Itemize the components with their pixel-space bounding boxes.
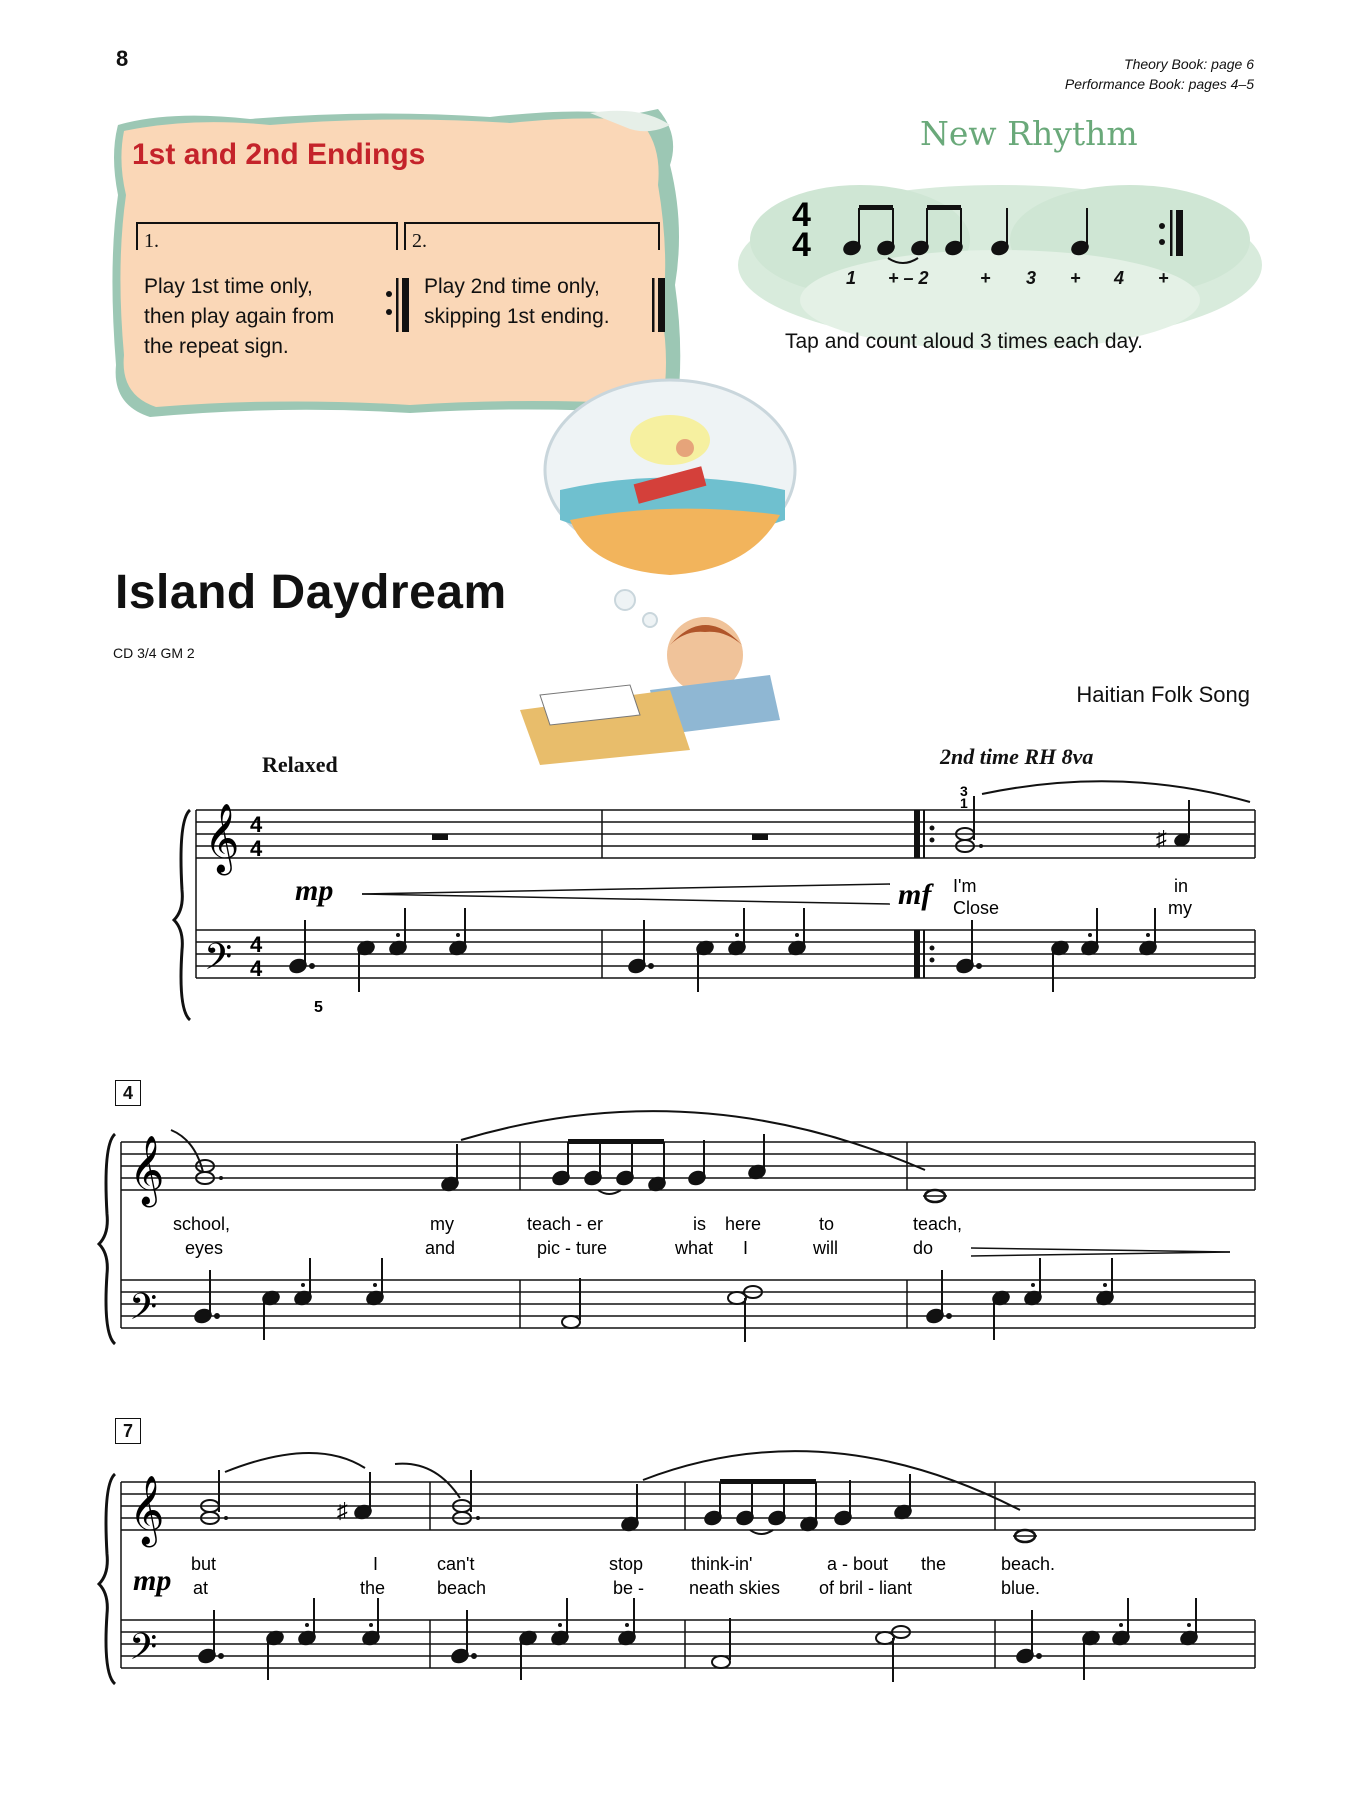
endings-title: 1st and 2nd Endings: [132, 138, 426, 171]
svg-text:𝄢: 𝄢: [204, 937, 233, 986]
count-1: 1: [846, 268, 857, 288]
lyric-i-2: I: [373, 1554, 379, 1574]
cd-track-info: CD 3/4 GM 2: [113, 645, 195, 661]
system-2: [95, 1100, 1260, 1350]
dynamic-mp: mp: [295, 874, 334, 907]
measure-number-4: 4: [115, 1080, 141, 1106]
fingering-3: 3: [960, 783, 968, 799]
svg-text:𝄞: 𝄞: [204, 804, 240, 871]
lyric-about: a - bout: [827, 1554, 889, 1574]
theory-book-reference: Theory Book: page 6: [1124, 56, 1254, 72]
lyric-be: be -: [613, 1578, 645, 1598]
fingering-5: 5: [314, 999, 323, 1016]
second-ending-line-2: skipping 1st ending.: [424, 305, 610, 328]
composer: Haitian Folk Song: [1076, 682, 1250, 707]
second-ending-description: [424, 272, 610, 332]
lyric-is: is: [693, 1214, 706, 1234]
first-ending-bracket: [136, 222, 398, 250]
svg-text:4: 4: [250, 932, 263, 957]
lyric-im: I'm: [953, 876, 977, 896]
tempo-marking: Relaxed: [262, 752, 338, 777]
lyric-teach: teach,: [913, 1214, 963, 1234]
rhythm-notation: [780, 196, 1210, 266]
performance-book-reference: Performance Book: pages 4–5: [1064, 76, 1254, 92]
count-4: 4: [1114, 268, 1125, 288]
first-ending-line-2: then play again from: [144, 305, 335, 328]
first-ending-line-1: Play 1st time only,: [144, 275, 313, 298]
svg-text:♯: ♯: [337, 1498, 348, 1523]
dynamic-mp-2: mp: [133, 1564, 172, 1597]
lyric-stop: stop: [609, 1554, 644, 1574]
lyric-beach: beach.: [1001, 1554, 1056, 1574]
lyric-my-2: my: [430, 1214, 454, 1234]
lyric-eyes: eyes: [185, 1238, 224, 1258]
svg-text:𝄞: 𝄞: [129, 1476, 165, 1543]
second-ending-bracket: [404, 222, 660, 250]
second-ending-label: 2.: [412, 230, 427, 252]
new-rhythm-title: New Rhythm: [920, 114, 1138, 153]
first-ending-description: [144, 272, 334, 362]
rhythm-cloud: [730, 160, 1270, 390]
lyric-neath-skies: neath skies: [689, 1578, 781, 1598]
lyric-but: but: [191, 1554, 217, 1574]
svg-text:♯: ♯: [1156, 826, 1167, 851]
svg-text:𝄢: 𝄢: [129, 1627, 158, 1676]
lyric-of-brilliant: of bril - liant: [819, 1578, 913, 1598]
second-ending-line-1: Play 2nd time only,: [424, 275, 600, 298]
rhythm-instruction: Tap and count aloud 3 times each day.: [785, 330, 1144, 353]
lyric-here: here: [725, 1214, 762, 1234]
svg-text:4: 4: [250, 956, 263, 981]
lyric-beach-2: beach: [437, 1578, 487, 1598]
svg-text:4: 4: [250, 836, 263, 861]
octave-instruction: 2nd time RH 8va: [940, 744, 1094, 769]
lyric-close: Close: [953, 898, 1000, 918]
final-barline-icon: [650, 274, 670, 336]
lyric-at: at: [193, 1578, 209, 1598]
svg-text:𝄢: 𝄢: [129, 1287, 158, 1336]
lyric-i: I: [743, 1238, 749, 1258]
lyric-blue: blue.: [1001, 1578, 1041, 1598]
lyric-picture: pic - ture: [537, 1238, 608, 1258]
count-and-2: + – 2: [888, 268, 929, 288]
lyric-will: will: [813, 1238, 838, 1258]
lyric-what: what: [675, 1238, 714, 1258]
count-and-a: +: [980, 268, 991, 288]
song-title: Island Daydream: [115, 566, 507, 619]
svg-text:𝄞: 𝄞: [129, 1136, 165, 1203]
lyric-the: the: [921, 1554, 947, 1574]
first-ending-label: 1.: [144, 230, 159, 252]
lyric-do: do: [913, 1238, 934, 1258]
lyric-to: to: [819, 1214, 835, 1234]
dynamic-mf: mf: [898, 878, 932, 911]
lyric-in: in: [1174, 876, 1189, 896]
count-and-c: +: [1158, 268, 1169, 288]
rhythm-time-bottom: 4: [792, 226, 811, 264]
rhythm-time-top: 4: [792, 196, 811, 234]
lyric-the-2: the: [360, 1578, 386, 1598]
lyric-teacher: teach - er: [527, 1214, 604, 1234]
measure-number-7: 7: [115, 1418, 141, 1444]
fingering-1: 1: [960, 795, 968, 811]
count-3: 3: [1026, 268, 1037, 288]
svg-text:4: 4: [250, 812, 263, 837]
lyric-my: my: [1168, 898, 1192, 918]
boy-daydreaming-illustration: [520, 370, 820, 770]
page-number: 8: [116, 46, 129, 71]
lyric-cant: can't: [437, 1554, 475, 1574]
lyric-thinkin: think-in': [691, 1554, 753, 1574]
system-1: [170, 780, 1260, 1030]
lyric-and: and: [425, 1238, 456, 1258]
system-3: [95, 1440, 1260, 1690]
count-and-b: +: [1070, 268, 1081, 288]
repeat-sign-icon: [384, 274, 412, 336]
first-ending-line-3: the repeat sign.: [144, 335, 289, 358]
lyric-school: school,: [173, 1214, 231, 1234]
